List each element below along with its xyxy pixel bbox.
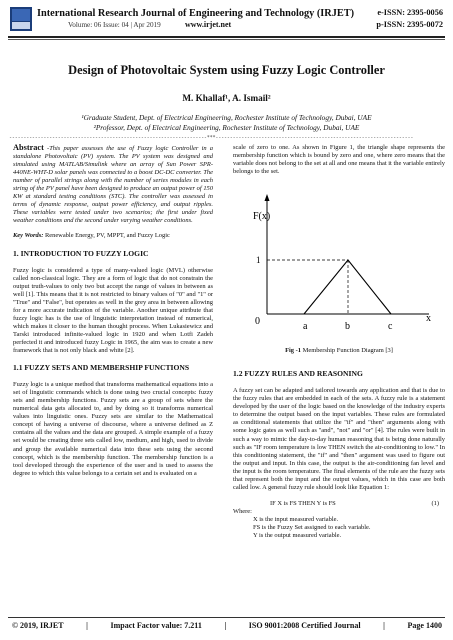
membership-paragraph: scale of zero to one. As shown in Figure 1, the triangle shape represents the membership function which is bound by zero and one, where zero means that the variable does not belong to the set at all and one means that it the variable entirely belongs to the set.	[233, 144, 445, 176]
header-rule-thin	[8, 39, 445, 40]
affiliation-1: ¹Graduate Student, Dept. of Electrical Engineering, Rochester Institute of Technology, Dubai, UAE	[81, 113, 372, 122]
footer-divider: |	[86, 621, 88, 630]
equation-legend	[233, 508, 445, 540]
equation-number: (1)	[431, 499, 439, 507]
triangle-membership-function	[304, 260, 391, 314]
section-separator: ---------------------------------------------------------------------***---------------------------------------------------------------------	[9, 135, 414, 141]
e-issn: e-ISSN: 2395-0056	[377, 8, 443, 17]
equation-1	[233, 500, 445, 508]
legend-x: X is the input measured variable.	[253, 515, 339, 523]
paper-authors: M. Khallaf¹, A. Ismail²	[182, 93, 271, 103]
footer-iso: ISO 9001:2008 Certified Journal	[248, 621, 361, 630]
label-x: x	[426, 313, 431, 325]
label-one: 1	[256, 255, 261, 266]
left-column	[13, 144, 213, 478]
figure-caption-text: Membership Function Diagram [3]	[301, 347, 393, 355]
p-issn: p-ISSN: 2395-0072	[376, 20, 443, 29]
keywords-label: Key Words:	[13, 232, 44, 240]
figure-caption	[233, 347, 445, 355]
abstract-label: Abstract	[13, 143, 44, 152]
membership-function-diagram	[233, 176, 445, 348]
fuzzy-sets-paragraph: Fuzzy logic is a unique method that transforms mathematical equations into a set of linguistic commands which is done using two crucial concepts: fuzzy sets and membership functions. Fuzzy sets are a group of sets where the numerical data gets allocated to, and by doing so it transforms numerical values into linguistic ones. Fuzzy sets are similar to the Mathematical concept of having a universe of discourse, where a universe defined as Z contains all the values and the data are grouped. A simple example of a fuzzy set would be creating three sets called low, medium, and high, used to divide and group the available numerical data into these sets using the second concept, which is the membership function. The membership function is a tool developed through the experience of the user and is used to assess the degree to which this value belongs to a certain set and is evaluated on a	[13, 381, 213, 477]
figure-caption-label: Fig -1	[285, 347, 301, 355]
membership-function-figure	[233, 176, 445, 361]
journal-header	[8, 7, 445, 33]
equation-text: IF X is FS THEN Y is FS	[270, 499, 336, 507]
journal-name: International Research Journal of Engineering and Technology (IRJET)	[37, 8, 355, 19]
label-a: a	[303, 321, 308, 333]
page-footer	[12, 621, 442, 630]
footer-divider: |	[383, 621, 385, 630]
legend-fs: FS is the Fuzzy Set assigned to each variable.	[253, 523, 371, 531]
keywords-text: Renewable Energy, PV, MPPT, and Fuzzy Logic	[43, 232, 170, 240]
introduction-paragraph: Fuzzy logic is considered a type of many-valued logic (MVL) otherwise called non-classical logic. They are a form of logic that do not constrain the output truth-values to only two but accept the range of values in between as well [1]. This means that it is not restricted to binary values of "0" and "1" or "True" and "False", but operates as well in the grey area in between allowing for a more accurate indication of the variable. Another unique attribute that fuzzy logic has is the use of linguistic interpretation instead of numerical, which makes it closer to the human thought process. When Lukasiewicz and Tarski introduced infinite-valued logic in 1920 and when Lotfi Zadeh perfected it and introduced fuzzy Logic in 1965, the aim was to create a new framework that is not only black and white [2].	[13, 266, 213, 355]
header-rule	[8, 36, 445, 38]
y-axis-arrow-icon	[265, 194, 270, 201]
keywords	[13, 232, 213, 240]
paper-title: Design of Photovoltaic System using Fuzzy Logic Controller	[68, 63, 385, 77]
footer-impact-factor: Impact Factor value: 7.211	[110, 621, 202, 630]
section-heading-introduction: 1. INTRODUCTION TO FUZZY LOGIC	[13, 248, 149, 258]
footer-page-number: Page 1400	[407, 621, 442, 630]
label-origin: 0	[255, 316, 260, 328]
fuzzy-rules-paragraph: A fuzzy set can be adapted and tailored towards any application and that is due to the fuzzy rules that are embedded in each of the sets. A fuzzy rule is a statement developed by the user of the logic based on the knowledge of the industry experts to determine the output based on the input variables. These rules are formulated as conditional statements that utilize the "if" and "then" arguments along with some logic gates as well such as "and", "not" and "or" [4]. The rules were built in such a way to mimic the day-to-day human reasoning that is being done naturally such as "IF room temperature is low THEN switch the air-conditioning to low." In this conditioning statement, the "if" and "then" argument was used to figure out the output and input. In this case, the output is the air-conditioning fan level and the input is the room temperature. The final elements of the rule are the fuzzy sets that represent both the input and the output values, which in this case are both called low. A general fuzzy rule should look like Equation 1:	[233, 387, 445, 491]
irjet-logo-icon	[10, 7, 32, 31]
journal-website[interactable]: www.irjet.net	[185, 20, 232, 29]
legend-y: Y is the output measured variable.	[253, 532, 342, 540]
label-b: b	[345, 321, 350, 333]
where-label: Where:	[233, 507, 252, 515]
abstract	[13, 144, 213, 225]
footer-rule	[8, 617, 445, 618]
section-heading-fuzzy-rules: 1.2 FUZZY RULES AND REASONING	[233, 369, 363, 379]
section-heading-fuzzy-sets: 1.1 FUZZY SETS AND MEMBERSHIP FUNCTIONS	[13, 363, 190, 373]
footer-copyright: © 2019, IRJET	[12, 621, 64, 630]
abstract-text: -This paper assesses the use of Fuzzy logic Controller in a standalone Photovoltaic (PV) system. The PV system was designed and simulated using MATLAB/Simulink where an array of Sun Power SPR-440NE-WHT-D solar panels was connected to a boost DC-DC converter. The number of parallel strings along with the number of series modules in each string of the PV panel have been designed to produce an output power of 150 KW at standard testing conditions (STC). The controller was assessed in terms of dynamic response, output power efficiency, and output ripples. These variables were tested under two scenarios; the first under fixed weather conditions and the second under varying weather conditions.	[13, 145, 213, 225]
footer-divider: |	[224, 621, 227, 630]
y-axis-label: F(x)	[253, 211, 271, 223]
label-c: c	[388, 321, 393, 333]
volume-issue: Volume: 06 Issue: 04 | Apr 2019	[68, 21, 161, 29]
affiliation-2: ²Professor, Dept. of Electrical Engineering, Rochester Institute of Technology, Dubai, UAE	[93, 123, 360, 132]
right-column	[233, 144, 445, 540]
